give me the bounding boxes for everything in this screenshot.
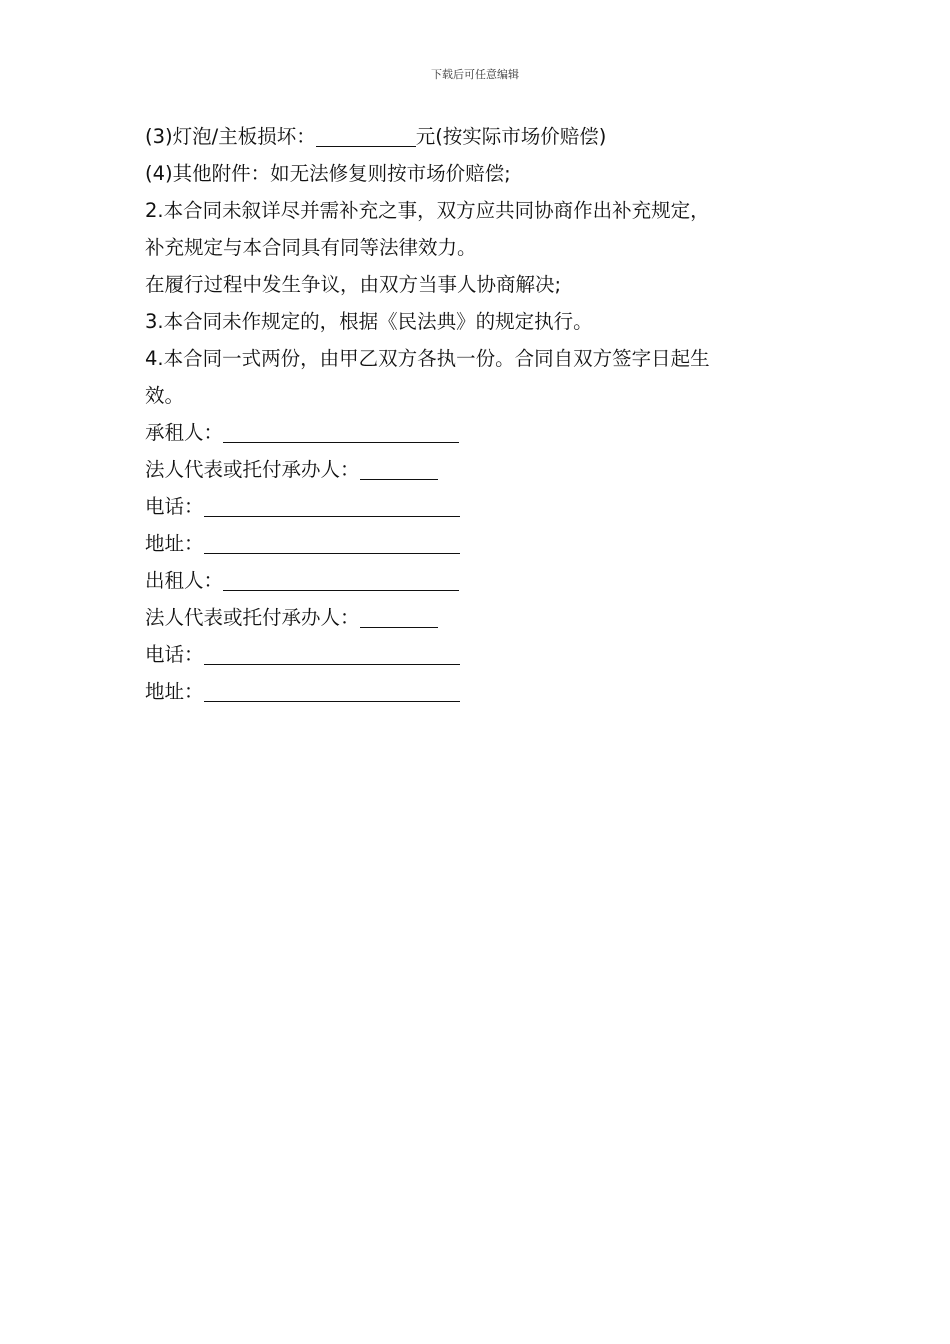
lessor-rep-label: 法人代表或托付承办人： (145, 606, 360, 629)
lessee-address-label: 地址： (145, 532, 204, 555)
lessor-blank[interactable] (223, 566, 459, 591)
lessor-address-blank[interactable] (204, 677, 460, 702)
lessor-phone-row (145, 636, 815, 673)
clause-3: 3.本合同未作规定的，根据《民法典》的规定执行。 (145, 310, 593, 333)
lessor-address-label: 地址： (145, 680, 204, 703)
bulb-amount-blank[interactable] (316, 122, 416, 147)
page-header-note: 下载后可任意编辑 (431, 68, 519, 81)
clause-2-line-1: 2.本合同未叙详尽并需补充之事，双方应共同协商作出补充规定， (145, 199, 710, 222)
contract-body (145, 118, 815, 710)
lessee-label: 承租人： (145, 421, 224, 444)
lessor-phone-blank[interactable] (204, 640, 460, 665)
lessee-rep-row (145, 451, 815, 488)
lessor-signature-row (145, 562, 815, 599)
clause-4-line-2: 效。 (145, 384, 185, 407)
lessor-address-row (145, 673, 815, 710)
clause-bulb-damage (145, 118, 815, 155)
clause-2-line-2: 补充规定与本合同具有同等法律效力。 (145, 236, 477, 259)
lessee-rep-blank[interactable] (360, 455, 438, 480)
clause-accessories: (4)其他附件：如无法修复则按市场价赔偿; (145, 162, 511, 185)
lessee-phone-blank[interactable] (204, 492, 460, 517)
clause-4-line-1: 4.本合同一式两份，由甲乙双方各执一份。合同自双方签字日起生 (145, 347, 710, 370)
lessee-address-blank[interactable] (204, 529, 460, 554)
lessor-rep-blank[interactable] (360, 603, 438, 628)
lessor-rep-row (145, 599, 815, 636)
lessee-blank[interactable] (223, 418, 459, 443)
lessor-label: 出租人： (145, 569, 224, 592)
lessee-signature-row (145, 414, 815, 451)
lessee-phone-label: 电话： (145, 495, 204, 518)
clause-bulb-label: (3)灯泡/主板损坏： (145, 125, 316, 148)
lessor-phone-label: 电话： (145, 643, 204, 666)
lessee-rep-label: 法人代表或托付承办人： (145, 458, 360, 481)
lessee-address-row (145, 525, 815, 562)
clause-bulb-note: 元(按实际市场价赔偿) (415, 125, 607, 148)
lessee-phone-row (145, 488, 815, 525)
clause-dispute: 在履行过程中发生争议，由双方当事人协商解决; (145, 273, 562, 296)
